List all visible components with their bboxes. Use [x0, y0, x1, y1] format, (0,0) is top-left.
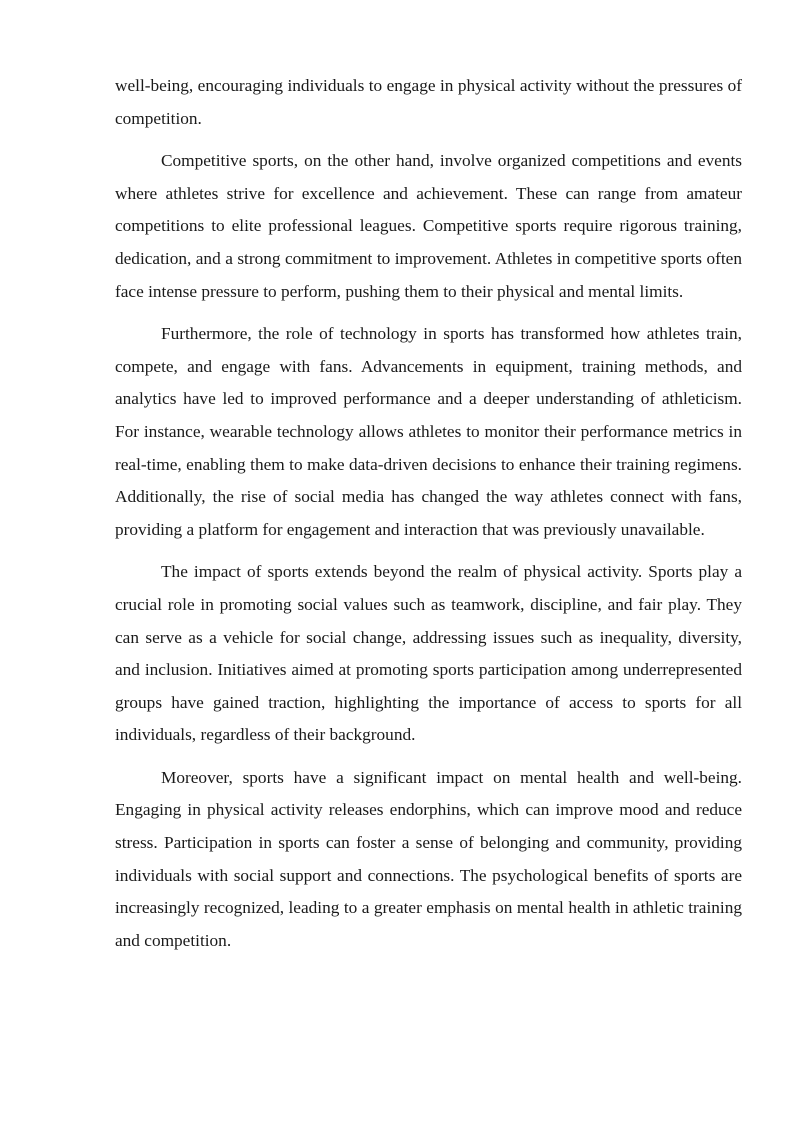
paragraph-technology: Furthermore, the role of technology in sports has transformed how athletes train, compete, and engage with fans. Advancements in equipment, training methods, and analytics have led to improved performance and a deeper understanding of athleticism. For instance, wearable technology allows athletes to monitor their performance metrics in real-time, enabling them to make data-driven decisions to enhance their training regimens. Additionally, the rise of social media has changed the way athletes connect with fans, providing a platform for engagement and interaction that was previously unavailable.: [115, 324, 742, 539]
paragraph-impact: The impact of sports extends beyond the realm of physical activity. Sports play a crucial role in promoting social values such as teamwork, discipline, and fair play. They can serve as a vehicle for social change, addressing issues such as inequality, diversity, and inclusion. Initiatives aimed at promoting sports participation among underrepresented groups have gained traction, highlighting the importance of access to sports for all individuals, regardless of their background.: [115, 562, 742, 745]
paragraph-competitive-sports: Competitive sports, on the other hand, involve organized competitions and events where athletes strive for excellence and achievement. These can range from amateur competitions to elite professional leagues. Competitive sports require rigorous training, dedication, and a strong commitment to improvement. Athletes in competitive sports often face intense pressure to perform, pushing them to their physical and mental limits.: [115, 151, 742, 301]
paragraph-mental-health: Moreover, sports have a significant impact on mental health and well-being. Engaging in physical activity releases endorphins, which can improve mood and reduce stress. Participation in sports can foster a sense of belonging and community, providing individuals with social support and connections. The psychological benefits of sports are increasingly recognized, leading to a greater emphasis on mental health in athletic training and competition.: [115, 767, 742, 950]
paragraph-continuation: well-being, encouraging individuals to engage in physical activity without the pressures of competition.: [115, 76, 742, 128]
body-text: [115, 70, 742, 967]
